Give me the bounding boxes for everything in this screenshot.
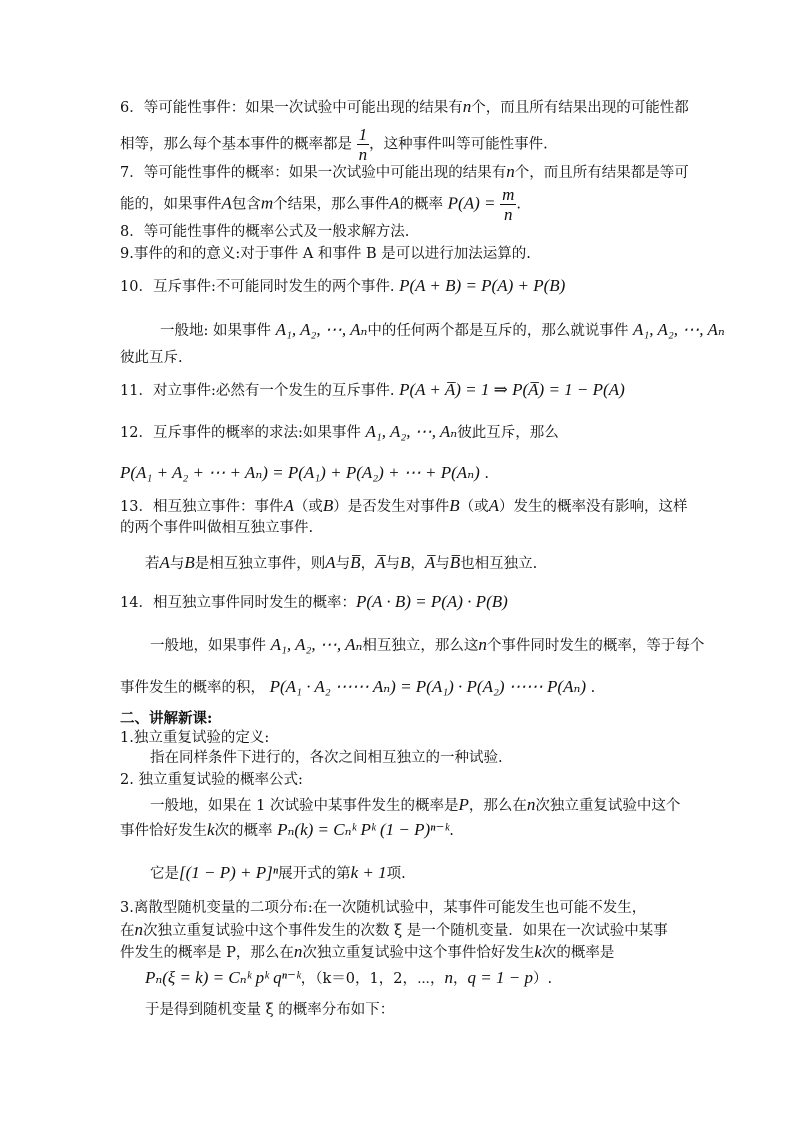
text: 13．相互独立事件：事件 [120, 499, 284, 515]
item-12-line-2 [120, 463, 489, 484]
text: . [484, 466, 489, 482]
math-var: n [462, 97, 472, 116]
text: 在 [120, 923, 135, 939]
text: 8．等可能性事件的概率公式及一般求解方法. [120, 224, 410, 240]
math-var: A [221, 193, 232, 213]
math-var: m [260, 193, 274, 213]
text: 项. [386, 866, 406, 882]
text: 10．互斥事件:不可能同时发生的两个事件. [120, 279, 395, 295]
text: 11．对立事件:必然有一个发生的互斥事件. [120, 383, 395, 399]
formula-PA: P(A) = [447, 193, 496, 213]
item-9 [120, 244, 531, 264]
item-11 [120, 380, 625, 401]
text: 个事件同时发生的概率，等于每个 [486, 638, 705, 654]
text: 次的概率是 [541, 945, 615, 961]
text: 1.独立重复试验的定义: [120, 730, 270, 746]
text: 相等，那么每个基本事件的概率都是 [120, 136, 352, 153]
text: 彼此互斥. [120, 350, 183, 366]
fraction-m-over-n [500, 186, 516, 223]
topic-2-body-2 [120, 820, 454, 841]
events-list: A₁, A₂, ⋯, Aₙ [270, 635, 363, 654]
text: 3.离散型随机变量的二项分布:在一次随机试验中，某事件可能发生也可能不发生， [120, 900, 647, 916]
item-10-general-1 [160, 320, 725, 341]
text: 个，而且所有结果都是等可 [514, 165, 689, 181]
text: ，那么在 [468, 798, 527, 814]
math-var: n [134, 920, 143, 939]
topic-3-line-2 [120, 920, 668, 941]
item-14 [120, 592, 508, 613]
math-var: n [478, 635, 487, 654]
math-var: A̅ [375, 553, 386, 572]
text: 个结果，那么事件 [273, 196, 390, 213]
text: 也相互独立. [460, 556, 538, 572]
topic-2-expansion [150, 863, 406, 884]
item-10-general-2 [120, 348, 183, 368]
item-8 [120, 222, 409, 242]
section-heading [120, 709, 212, 729]
math-var: A [389, 193, 400, 213]
math-var: n [526, 795, 536, 814]
topic-2-body-1 [150, 795, 680, 816]
math-var: k + 1 [350, 863, 387, 882]
text: 它是 [150, 866, 179, 882]
math-var: A [159, 553, 170, 572]
math-var: B [184, 553, 195, 572]
math-var: B̅ [350, 553, 361, 572]
formula-expansion: [(1 − P) + P]ⁿ [179, 863, 279, 882]
topic-2-title [120, 770, 303, 790]
topic-3-line-1 [120, 898, 646, 918]
text: . [516, 196, 521, 213]
text: 指在同样条件下进行的，各次之间相互独立的一种试验. [150, 750, 503, 766]
text: 一般地: 如果事件 [160, 323, 271, 339]
math-var: A [325, 553, 336, 572]
denominator: n [503, 205, 513, 224]
text: 12．互斥事件的概率的求法:如果事件 [120, 425, 361, 441]
text: 个，而且所有结果出现的可能性都 [471, 100, 689, 116]
formula-complement: P(A + A̅) = 1 ⇒ P(A̅) = 1 − P(A) [399, 380, 625, 399]
formula-addition: P(A + B) = P(A) + P(B) [399, 276, 566, 295]
item-13-line-2 [120, 518, 313, 538]
math-var: n [444, 968, 454, 987]
math-var: A [283, 496, 294, 515]
text: （或 [293, 499, 323, 515]
text: 的两个事件叫做相互独立事件. [120, 520, 314, 536]
text: 一般地，如果在 1 次试验中某事件发生的概率是 [150, 798, 459, 814]
text: 次的概率 [214, 823, 273, 839]
fraction-1-over-n [357, 126, 370, 163]
formula-binomial: Pₙ(k) = Cₙᵏ Pᵏ (1 − P)ⁿ⁻ᵏ [277, 820, 450, 839]
events-list: A₁, A₂, ⋯, Aₙ [365, 422, 458, 441]
text: ， [360, 556, 376, 572]
text: 中的任何两个都是互斥的，那么就说事件 [367, 323, 629, 339]
formula-product: P(A₁ · A₂ ⋯⋯ Aₙ) = P(A₁) · P(A₂) ⋯⋯ P(Aₙ) [269, 677, 587, 696]
text: 于是得到随机变量 ξ 的概率分布如下： [145, 1002, 395, 1018]
text: 的概率 [399, 196, 444, 213]
text: 与 [435, 556, 450, 572]
text: 件发生的概率是 P，那么在 [120, 945, 294, 961]
text: 2. 独立重复试验的概率公式: [120, 772, 303, 788]
text: 展开式的第 [278, 866, 351, 882]
math-var: n [506, 162, 515, 181]
text: 包含 [231, 196, 261, 213]
topic-3-line-3 [120, 942, 614, 963]
item-10 [120, 276, 565, 297]
text: 与 [385, 556, 400, 572]
text: 次独立重复试验中这个事件恰好发生 [302, 945, 535, 961]
text: 与 [169, 556, 185, 572]
item-13-line-3 [145, 553, 537, 574]
text: 能的，如果事件 [120, 196, 222, 213]
text: 事件恰好发生 [120, 823, 207, 839]
math-var: P [458, 795, 469, 814]
text: （或 [459, 499, 489, 515]
item-6-line-1 [120, 97, 689, 118]
item-14-general-2 [120, 677, 595, 698]
item-14-general-1 [150, 635, 704, 656]
math-var: k [534, 942, 542, 961]
formula-sum: P(A₁ + A₂ + ⋯ + Aₙ) = P(A₁) + P(A₂) + ⋯ + P(Aₙ) [120, 463, 480, 482]
topic-3-line-5 [145, 1000, 394, 1020]
numerator: 1 [358, 125, 368, 144]
math-var: q = 1 − p [467, 968, 533, 987]
text: 6．等可能性事件：如果一次试验中可能出现的结果有 [120, 100, 463, 116]
text: ， [453, 971, 468, 987]
text: ）. [532, 971, 553, 987]
topic-3-formula [145, 968, 552, 989]
text: 事件发生的概率的积， [120, 680, 265, 696]
text: . [449, 823, 454, 839]
text: 9.事件的和的意义:对于事件 A 和事件 B 是可以进行加法运算的. [120, 246, 531, 262]
text: 次独立重复试验中这个 [535, 798, 681, 814]
item-7-line-2 [120, 186, 521, 223]
text: 相互独立，那么这 [362, 638, 479, 654]
events-list: A₁, A₂, ⋯, Aₙ [632, 320, 725, 339]
text: . [590, 680, 596, 696]
denominator: n [358, 145, 368, 164]
math-var: B [449, 496, 460, 515]
text: ）是否发生对事件 [333, 499, 450, 515]
text: 彼此互斥，那么 [457, 425, 559, 441]
text: 一般地，如果事件 [150, 638, 266, 654]
text: ， [410, 556, 425, 572]
text: 二、讲解新课: [120, 710, 213, 727]
events-list: A₁, A₂, ⋯, Aₙ [275, 320, 368, 339]
math-var: B [399, 553, 411, 572]
text: 次独立重复试验中这个事件发生的次数 ξ 是一个随机变量．如果在一次试验中某事 [143, 923, 668, 939]
topic-1-body [150, 748, 503, 768]
math-var: A [488, 496, 500, 515]
topic-1-title [120, 728, 269, 748]
numerator: m [502, 185, 515, 204]
item-12-line-1 [120, 422, 559, 443]
math-var: B̅ [449, 553, 461, 572]
text: 是相互独立事件，则 [194, 556, 326, 572]
text: 若 [145, 556, 160, 572]
formula-independence: P(A · B) = P(A) · P(B) [355, 592, 508, 611]
item-6-line-2 [120, 126, 548, 163]
text: ，这种事件叫等可能性事件. [369, 136, 548, 153]
text: 与 [335, 556, 351, 572]
text: ）发生的概率没有影响，这样 [499, 499, 688, 515]
item-13-line-1 [120, 496, 688, 517]
math-var: B [322, 496, 334, 515]
math-var: k [207, 820, 215, 839]
math-var: n [293, 942, 303, 961]
math-var: A̅ [424, 553, 436, 572]
item-7-line-1 [120, 162, 689, 183]
text: 14．相互独立事件同时发生的概率： [120, 595, 356, 611]
text: 7．等可能性事件的概率：如果一次试验中可能出现的结果有 [120, 165, 507, 181]
text: ，（k＝0，1，2，⋯， [300, 971, 445, 987]
formula-binomial-xi: Pₙ(ξ = k) = Cₙᵏ pᵏ qⁿ⁻ᵏ [145, 968, 301, 987]
